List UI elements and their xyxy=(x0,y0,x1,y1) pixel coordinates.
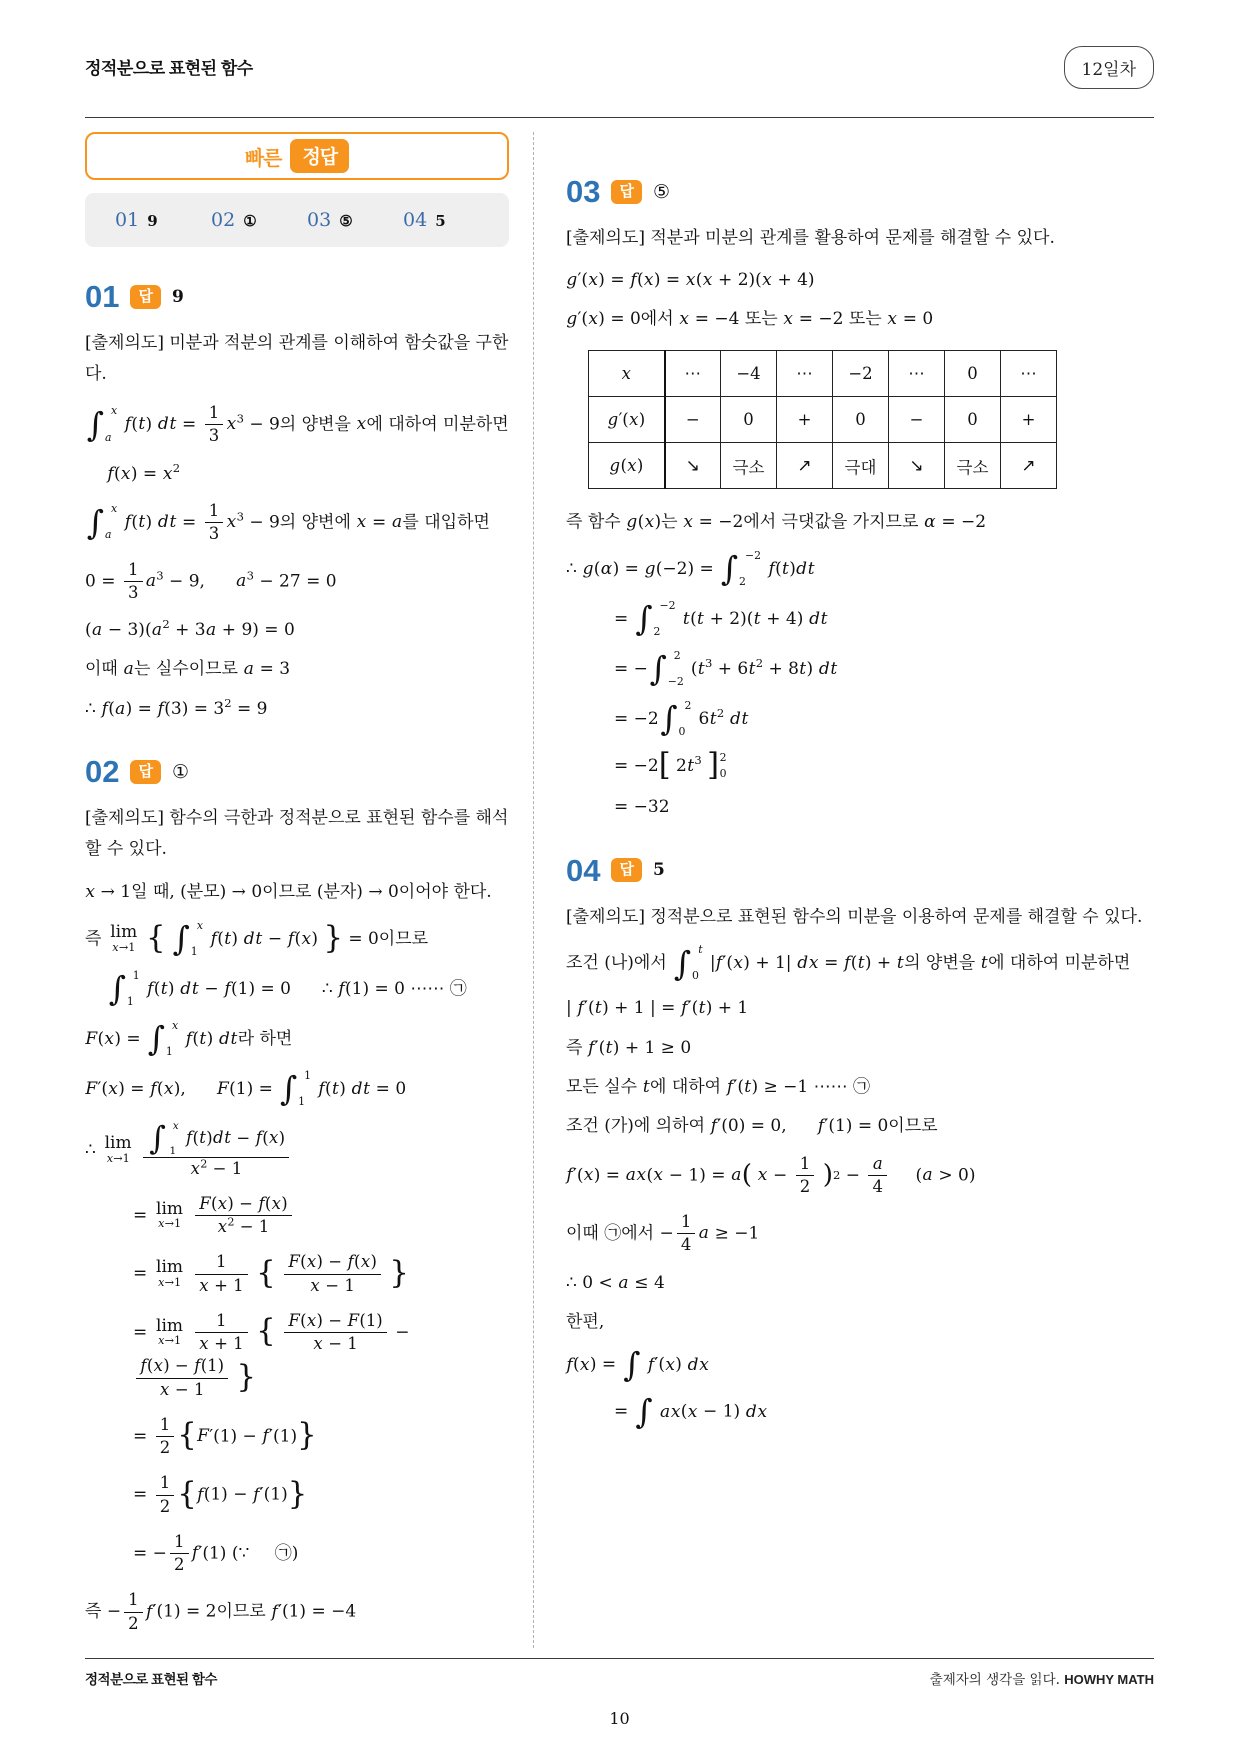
quick-answer-number: 03 xyxy=(307,209,332,231)
table-cell: + xyxy=(777,397,833,443)
table-cell: + xyxy=(1001,397,1057,443)
math-line: [출제의도] 적분과 미분의 관계를 활용하여 문제를 해결할 수 있다. xyxy=(566,228,1055,248)
answer-badge: 답 xyxy=(130,760,161,784)
answer-badge: 답 xyxy=(130,285,161,309)
problem-heading xyxy=(85,754,509,790)
day-badge: 12일차 xyxy=(1064,46,1154,89)
math-line: 이때 a는 실수이므로 a = 3 xyxy=(85,659,291,680)
table-cell: g′(x) xyxy=(589,397,665,443)
sign-table xyxy=(588,350,1154,489)
math-line: $(a - 3)(a^2 + 3a + 9) = 0$ xyxy=(85,617,295,641)
math-line: [출제의도] 미분과 적분의 관계를 이해하여 함숫값을 구한다. xyxy=(85,333,509,384)
table-cell: −2 xyxy=(833,351,889,397)
left-column xyxy=(85,132,533,1648)
quick-answer-value: 9 xyxy=(147,212,158,230)
table-cell: ⋯ xyxy=(777,351,833,397)
two-column-layout xyxy=(85,132,1154,1648)
math-line: ∫ x a f(t) dt = $\frac{1}{3}$ $x^3 - 9$의 양변에 x = a를 대입하면 xyxy=(85,500,509,546)
right-column-problems xyxy=(566,174,1154,1432)
table-row xyxy=(589,443,1057,489)
problem-01 xyxy=(85,281,509,722)
math-line: ∴ lim x→1 ∫ x 1 f(t)dt − f(x) $x^2 - 1$ xyxy=(85,1121,509,1180)
footer-brand: HOWHY MATH xyxy=(1064,1672,1154,1687)
problem-number: 04 xyxy=(566,852,601,888)
math-line: F′(x) = f(x), F(1) = ∫ 1 1 f(t) dt = 0 xyxy=(85,1068,407,1109)
page-header xyxy=(0,0,1239,89)
quick-answer-item-03 xyxy=(307,209,403,231)
math-line: 즉 f′(t) + 1 ≥ 0 xyxy=(566,1037,692,1058)
quick-answer-value: 5 xyxy=(435,212,446,230)
math-line: f′(x) = ax(x − 1) = a ( x − $\frac{1}{2}$ ) 2 − $\frac{a}{4}$ (a > 0) xyxy=(566,1153,1154,1199)
answer-badge: 답 xyxy=(611,180,642,204)
math-line: = − $\frac{1}{2}$ f′(1) (∵ ㉠) xyxy=(85,1531,509,1577)
table-cell: 극소 xyxy=(721,443,777,489)
math-line: = $\frac{1}{2}$ { F′(1) − f′(1) } xyxy=(85,1414,509,1460)
problem-heading xyxy=(566,176,1154,207)
answer-badge: 답 xyxy=(611,858,642,882)
table-row xyxy=(589,397,1057,443)
math-line: $f(x) = x^2$ xyxy=(107,460,181,484)
math-line: = lim x→1 $\frac{F(x) - f(x)}{x^2 - 1}$ xyxy=(85,1193,509,1239)
table-cell: g(x) xyxy=(589,443,665,489)
table-cell: ↘ xyxy=(889,443,945,489)
table-cell: x xyxy=(589,351,665,397)
quick-answer-number: 02 xyxy=(211,209,236,231)
answer-value: ⑤ xyxy=(652,180,671,203)
left-column-problems xyxy=(85,281,509,1635)
math-line: 이때 ㉠에서 − $\frac{1}{4}$ a ≥ −1 xyxy=(566,1211,1154,1257)
math-line: 조건 (가)에 의하여 f′(0) = 0, f′(1) = 0이므로 xyxy=(566,1116,938,1137)
math-line: f(x) = ∫ f′(x) dx xyxy=(566,1345,709,1385)
quick-answer-item-04 xyxy=(403,209,499,231)
table-cell: 극대 xyxy=(833,443,889,489)
problem-03 xyxy=(566,176,1154,821)
table-cell: 극소 xyxy=(945,443,1001,489)
footer-brand-line xyxy=(930,1668,1154,1688)
problem-04 xyxy=(566,852,1154,1432)
table-cell: 0 xyxy=(945,397,1001,443)
table-cell: ⋯ xyxy=(665,351,721,397)
math-line: g′(x) = 0에서 x = −4 또는 x = −2 또는 x = 0 xyxy=(566,308,934,329)
problem-number: 01 xyxy=(85,279,120,314)
quick-answer-box xyxy=(85,132,509,180)
math-line: F(x) = ∫ x 1 f(t) dt라 하면 xyxy=(85,1018,293,1059)
page-title: 정적분으로 표현된 함수 xyxy=(85,59,253,78)
math-line: ∴ $f(a) = f(3) = 3^2 = 9$ xyxy=(85,695,268,719)
problem-number: 02 xyxy=(85,754,120,790)
table-cell: − xyxy=(889,397,945,443)
math-line: g′(x) = f(x) = x(x + 2)(x + 4) xyxy=(566,269,815,290)
quick-answer-value: ① xyxy=(243,212,257,230)
quick-answer-value: ⑤ xyxy=(339,212,353,230)
problem-02 xyxy=(85,756,509,1635)
table-cell: 0 xyxy=(945,351,1001,397)
quick-answer-badge: 정답 xyxy=(290,139,349,173)
table-cell: ↗ xyxy=(777,443,833,489)
quick-answer-item-02 xyxy=(211,209,307,231)
table-cell: ⋯ xyxy=(1001,351,1057,397)
math-line: 조건 (나)에서 ∫ t 0 |f′(x) + 1| dx = f(t) + t의 양변을 t에 대하여 미분하면 xyxy=(566,943,1131,983)
math-line: 즉 lim x→1 { ∫ x 1 f(t) dt − f(x) } = 0이므로 xyxy=(85,918,429,959)
quick-answer-number: 01 xyxy=(115,209,140,231)
table-cell: − xyxy=(665,397,721,443)
page-number: 10 xyxy=(609,1709,630,1728)
math-line: [출제의도] 정적분으로 표현된 함수의 미분을 이용하여 문제를 해결할 수 있다. xyxy=(566,906,1143,927)
page-footer xyxy=(85,1658,1154,1688)
header-rule xyxy=(85,117,1154,118)
right-column xyxy=(533,132,1154,1648)
quick-answer-strip xyxy=(85,193,509,247)
math-line: ∴ 0 < a ≤ 4 xyxy=(566,1272,665,1293)
quick-answer-number: 04 xyxy=(403,209,428,231)
table-cell: ⋯ xyxy=(889,351,945,397)
problem-heading xyxy=(85,281,509,312)
math-line: 한편, xyxy=(566,1312,605,1333)
answer-value: 5 xyxy=(652,860,665,881)
math-line: = lim x→1 $\frac{1}{x + 1}$ { $\frac{F(x) - f(x)}{x - 1}$ } xyxy=(85,1251,509,1297)
math-line: = − ∫ 2 −2 $(t^3 + 6t^2 + 8t)$ dt xyxy=(614,648,838,689)
math-line: 즉 − $\frac{1}{2}$ f′(1) = 2이므로 f′(1) = −4 xyxy=(85,1589,509,1635)
math-line: = −2 ∫ 2 0 $6t^2$ dt xyxy=(614,698,749,739)
answer-value: 9 xyxy=(171,286,184,307)
math-line: = ∫ −2 2 t(t + 2)(t + 4) dt xyxy=(614,598,828,639)
math-line: = lim x→1 $\frac{1}{x + 1}$ { $\frac{F(x) - F(1)}{x - 1}$ − $\frac{f(x) - f(1)}{x - 1}$ } xyxy=(85,1310,509,1401)
math-line: | f′(t) + 1 | = f′(t) + 1 xyxy=(566,998,749,1019)
table-cell: ↗ xyxy=(1001,443,1057,489)
math-line: 0 = $\frac{1}{3}$ $a^3 - 9$, $a^3 - 27 = 0$ xyxy=(85,559,509,605)
table-cell: 0 xyxy=(833,397,889,443)
math-line: ∫ x a f(t) dt = $\frac{1}{3}$ $x^3 - 9$의 양변을 x에 대하여 미분하면 xyxy=(85,402,509,448)
problem-number: 03 xyxy=(566,174,601,209)
quick-answer-item-01 xyxy=(115,209,211,231)
table-row xyxy=(589,351,1057,397)
table-cell: 0 xyxy=(721,397,777,443)
math-line: = −2 [ $2t^3$ ] 2 0 xyxy=(614,747,727,783)
math-line: = $\frac{1}{2}$ { f(1) − f′(1) } xyxy=(85,1472,509,1518)
math-line: [출제의도] 함수의 극한과 정적분으로 표현된 함수를 해석할 수 있다. xyxy=(85,808,509,859)
quick-answer-fast-label: 빠른 xyxy=(244,147,282,170)
problem-heading xyxy=(566,852,1154,888)
table-cell: ↘ xyxy=(665,443,721,489)
footer-section-title: 정적분으로 표현된 함수 xyxy=(85,1672,217,1687)
math-line: = ∫ ax(x − 1) dx xyxy=(614,1392,768,1432)
math-line: ∫ 1 1 f(t) dt − f(1) = 0 ∴ f(1) = 0 ⋯⋯ ㉠ xyxy=(108,968,467,1009)
math-line: ∴ g(α) = g(−2) = ∫ −2 2 f(t)dt xyxy=(566,548,815,589)
math-line: x → 1일 때, (분모) → 0이므로 (분자) → 0이어야 한다. xyxy=(85,882,492,903)
answer-value: ① xyxy=(171,760,190,783)
footer-slogan: 출제자의 생각을 읽다. xyxy=(929,1672,1060,1688)
math-line: 즉 함수 g(x)는 x = −2에서 극댓값을 가지므로 α = −2 xyxy=(566,512,987,533)
math-line: = −32 xyxy=(614,797,670,818)
math-line: 모든 실수 t에 대하여 f′(t) ≥ −1 ⋯⋯ ㉠ xyxy=(566,1077,871,1098)
table-cell: −4 xyxy=(721,351,777,397)
